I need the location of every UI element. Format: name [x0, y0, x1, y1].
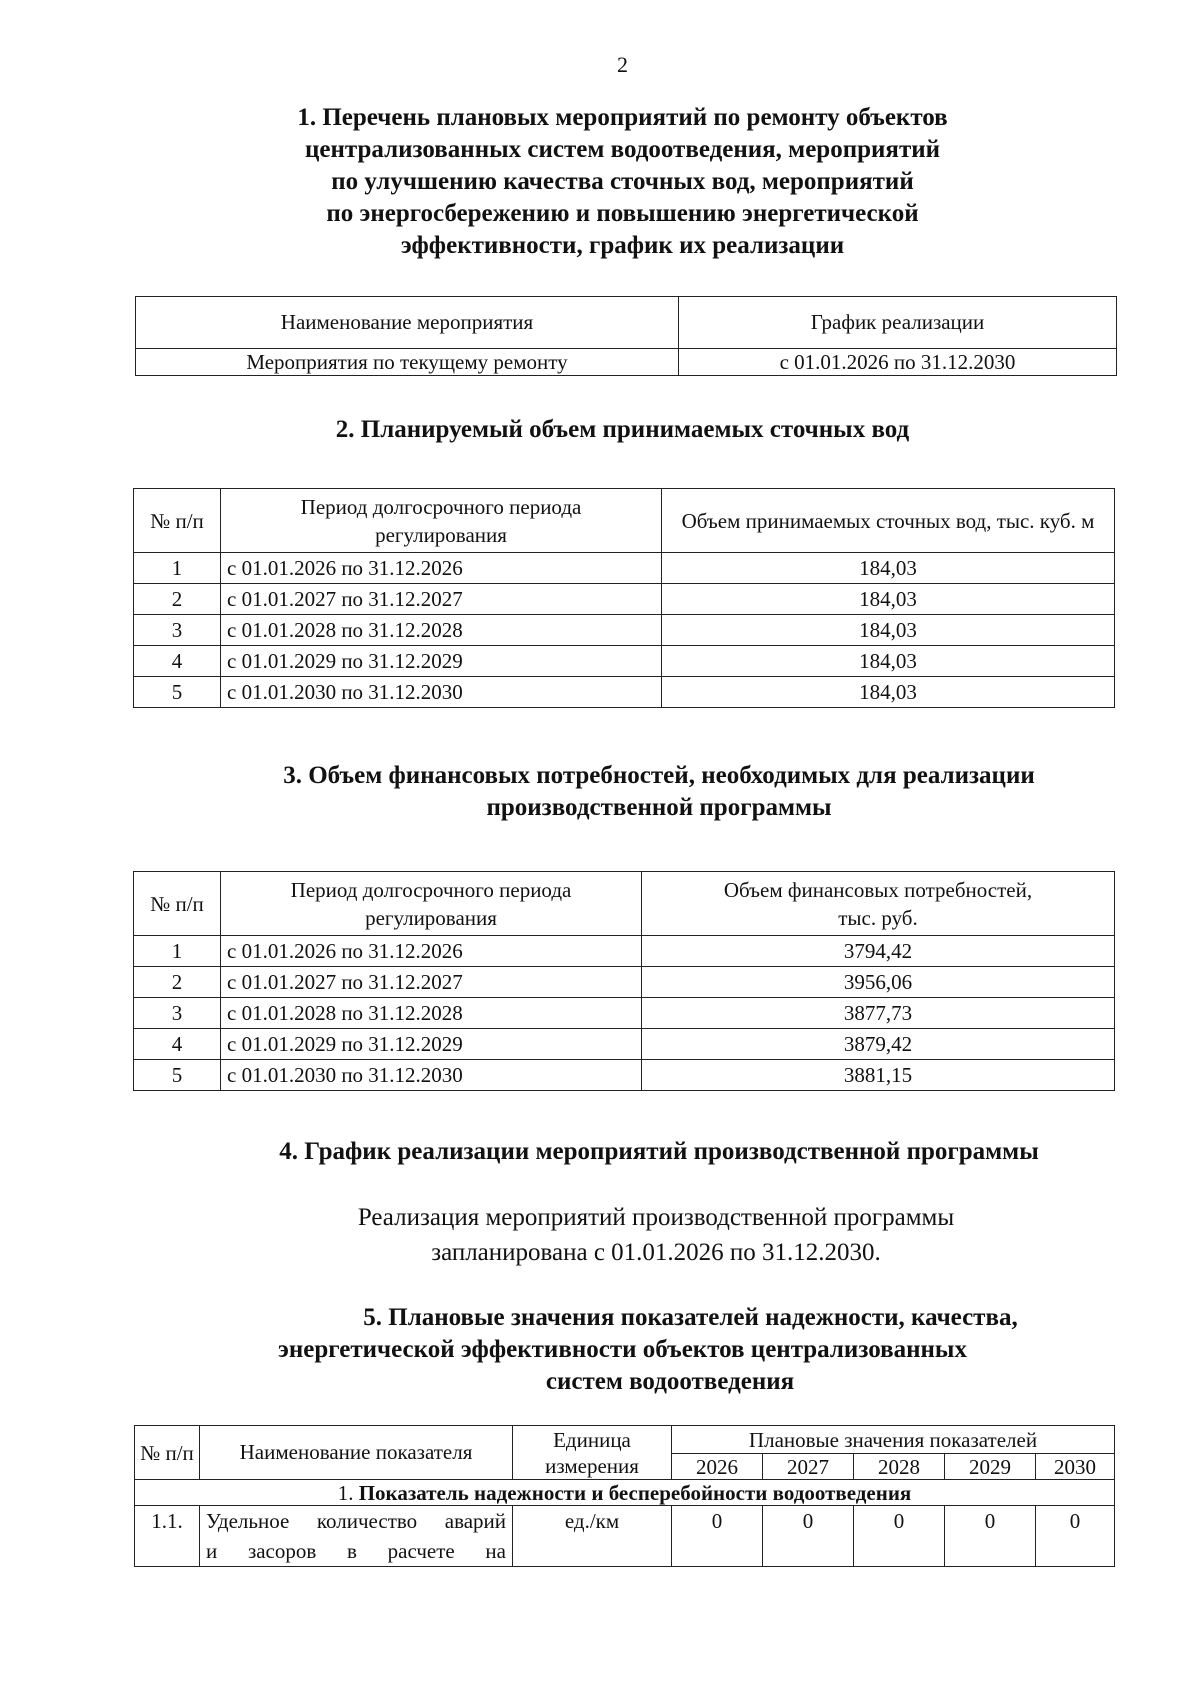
section1-table: [135, 296, 1117, 376]
table-cell: 3877,73: [642, 998, 1115, 1029]
section1-title-line: по энергосбережению и повышению энергетической: [326, 200, 919, 227]
section3-title-line: производственной программы: [486, 794, 832, 821]
year-header: 2026: [672, 1454, 763, 1480]
column-header: Единица измерения: [513, 1426, 672, 1480]
table-cell: с 01.01.2029 по 31.12.2029: [221, 646, 662, 677]
table-header-row: [136, 297, 1117, 349]
table-cell: 4: [134, 1029, 221, 1060]
table-header-row: [135, 1426, 1115, 1454]
year-header: 2029: [945, 1454, 1036, 1480]
column-header: № п/п: [135, 1426, 200, 1480]
table-cell: 5: [134, 677, 221, 708]
section3-title-line: 3. Объем финансовых потребностей, необходимых для реализации: [283, 762, 1035, 789]
table-cell: 5: [134, 1060, 221, 1091]
table-row: [135, 1506, 1115, 1567]
table-row: [134, 615, 1115, 646]
table-cell: 2: [134, 967, 221, 998]
table-cell: 3: [134, 615, 221, 646]
table-group-row: [135, 1480, 1115, 1506]
table-row: [136, 349, 1117, 376]
table-row: [134, 967, 1115, 998]
group-label-number: 1.: [337, 1480, 354, 1505]
table-cell: 3879,42: [642, 1029, 1115, 1060]
table-cell: с 01.01.2030 по 31.12.2030: [221, 1060, 642, 1091]
table-cell: 0: [945, 1506, 1036, 1567]
table-cell: 184,03: [662, 615, 1115, 646]
table-cell: 0: [763, 1506, 854, 1567]
section5-title: [0, 1302, 1200, 1398]
table-cell: 3956,06: [642, 967, 1115, 998]
group-label-text: Показатель надежности и бесперебойности водоотведения: [358, 1480, 912, 1505]
table-row: [134, 677, 1115, 708]
section1-title-line: по улучшению качества сточных вод, мероприятий: [331, 168, 914, 195]
table-row: [134, 998, 1115, 1029]
table-header-row: [134, 872, 1115, 936]
indicator-name-line: и засоров в расчете на: [206, 1539, 506, 1563]
section5-title-line: 5. Плановые значения показателей надежности, качества,: [363, 1304, 1018, 1331]
table-cell: с 01.01.2028 по 31.12.2028: [221, 998, 642, 1029]
section4-text: [0, 1200, 1200, 1270]
section1-title: [0, 102, 1200, 262]
section2-table: [133, 488, 1115, 708]
section1-title-line: 1. Перечень плановых мероприятий по ремонту объектов: [297, 104, 948, 131]
column-header: Наименование мероприятия: [136, 297, 679, 349]
indicator-name-line: Удельное количество аварий: [206, 1509, 506, 1533]
table-row: [134, 936, 1115, 967]
table-cell: 0: [1036, 1506, 1115, 1567]
table-cell: 184,03: [662, 646, 1115, 677]
table-cell: с 01.01.2028 по 31.12.2028: [221, 615, 662, 646]
year-header: 2030: [1036, 1454, 1115, 1480]
table-cell: 184,03: [662, 677, 1115, 708]
table-row: [134, 1060, 1115, 1091]
column-header: Объем принимаемых сточных вод, тыс. куб. м: [662, 489, 1115, 553]
table-cell: 1.1.: [135, 1506, 200, 1567]
table-cell: с 01.01.2027 по 31.12.2027: [221, 967, 642, 998]
column-header: № п/п: [134, 489, 221, 553]
column-header: Период долгосрочного периода регулирования: [221, 872, 642, 936]
table-cell: Мероприятия по текущему ремонту: [136, 349, 679, 376]
table-cell: с 01.01.2026 по 31.12.2026: [221, 553, 662, 584]
table-cell: 1: [134, 553, 221, 584]
table-cell: с 01.01.2026 по 31.12.2030: [679, 349, 1117, 376]
table-cell: с 01.01.2027 по 31.12.2027: [221, 584, 662, 615]
table-cell: 184,03: [662, 584, 1115, 615]
table-cell: ед./км: [513, 1506, 672, 1567]
section5-table: [134, 1425, 1115, 1567]
year-header: 2027: [763, 1454, 854, 1480]
section2-title: 2. Планируемый объем принимаемых сточных вод: [335, 416, 910, 443]
year-header: 2028: [854, 1454, 945, 1480]
table-row: [134, 584, 1115, 615]
table-cell: 3881,15: [642, 1060, 1115, 1091]
section1-title-line: централизованных систем водоотведения, мероприятий: [304, 136, 941, 163]
column-header: Наименование показателя: [200, 1426, 513, 1480]
section5-title-line: энергетической эффективности объектов централизованных: [278, 1336, 967, 1363]
table-header-row: [134, 489, 1115, 553]
column-header: № п/п: [134, 872, 221, 936]
section4-text-line: Реализация мероприятий производственной программы: [357, 1204, 955, 1231]
table-cell: с 01.01.2030 по 31.12.2030: [221, 677, 662, 708]
table-cell: 3: [134, 998, 221, 1029]
column-header: График реализации: [679, 297, 1117, 349]
group-label: [135, 1480, 1115, 1506]
section3-table: [133, 871, 1115, 1091]
section4-title: 4. График реализации мероприятий производственной программы: [279, 1138, 1039, 1165]
column-header: Объем финансовых потребностей, тыс. руб.: [642, 872, 1115, 936]
section4-text-line: запланирована с 01.01.2026 по 31.12.2030.: [431, 1239, 881, 1266]
column-header: Период долгосрочного периода регулирования: [221, 489, 662, 553]
table-cell: 1: [134, 936, 221, 967]
table-cell: 2: [134, 584, 221, 615]
table-cell: 0: [672, 1506, 763, 1567]
table-row: [134, 1029, 1115, 1060]
page-number: 2: [617, 52, 628, 77]
table-cell: 184,03: [662, 553, 1115, 584]
table-cell: 4: [134, 646, 221, 677]
indicator-name-cell: [200, 1506, 513, 1567]
column-header: Плановые значения показателей: [672, 1426, 1115, 1454]
table-row: [134, 646, 1115, 677]
section3-title: [0, 760, 1200, 824]
section5-title-line: систем водоотведения: [545, 1368, 795, 1395]
table-cell: 3794,42: [642, 936, 1115, 967]
table-cell: 0: [854, 1506, 945, 1567]
table-row: [134, 553, 1115, 584]
table-cell: с 01.01.2029 по 31.12.2029: [221, 1029, 642, 1060]
table-cell: с 01.01.2026 по 31.12.2026: [221, 936, 642, 967]
section1-title-line: эффективности, график их реализации: [400, 232, 845, 259]
